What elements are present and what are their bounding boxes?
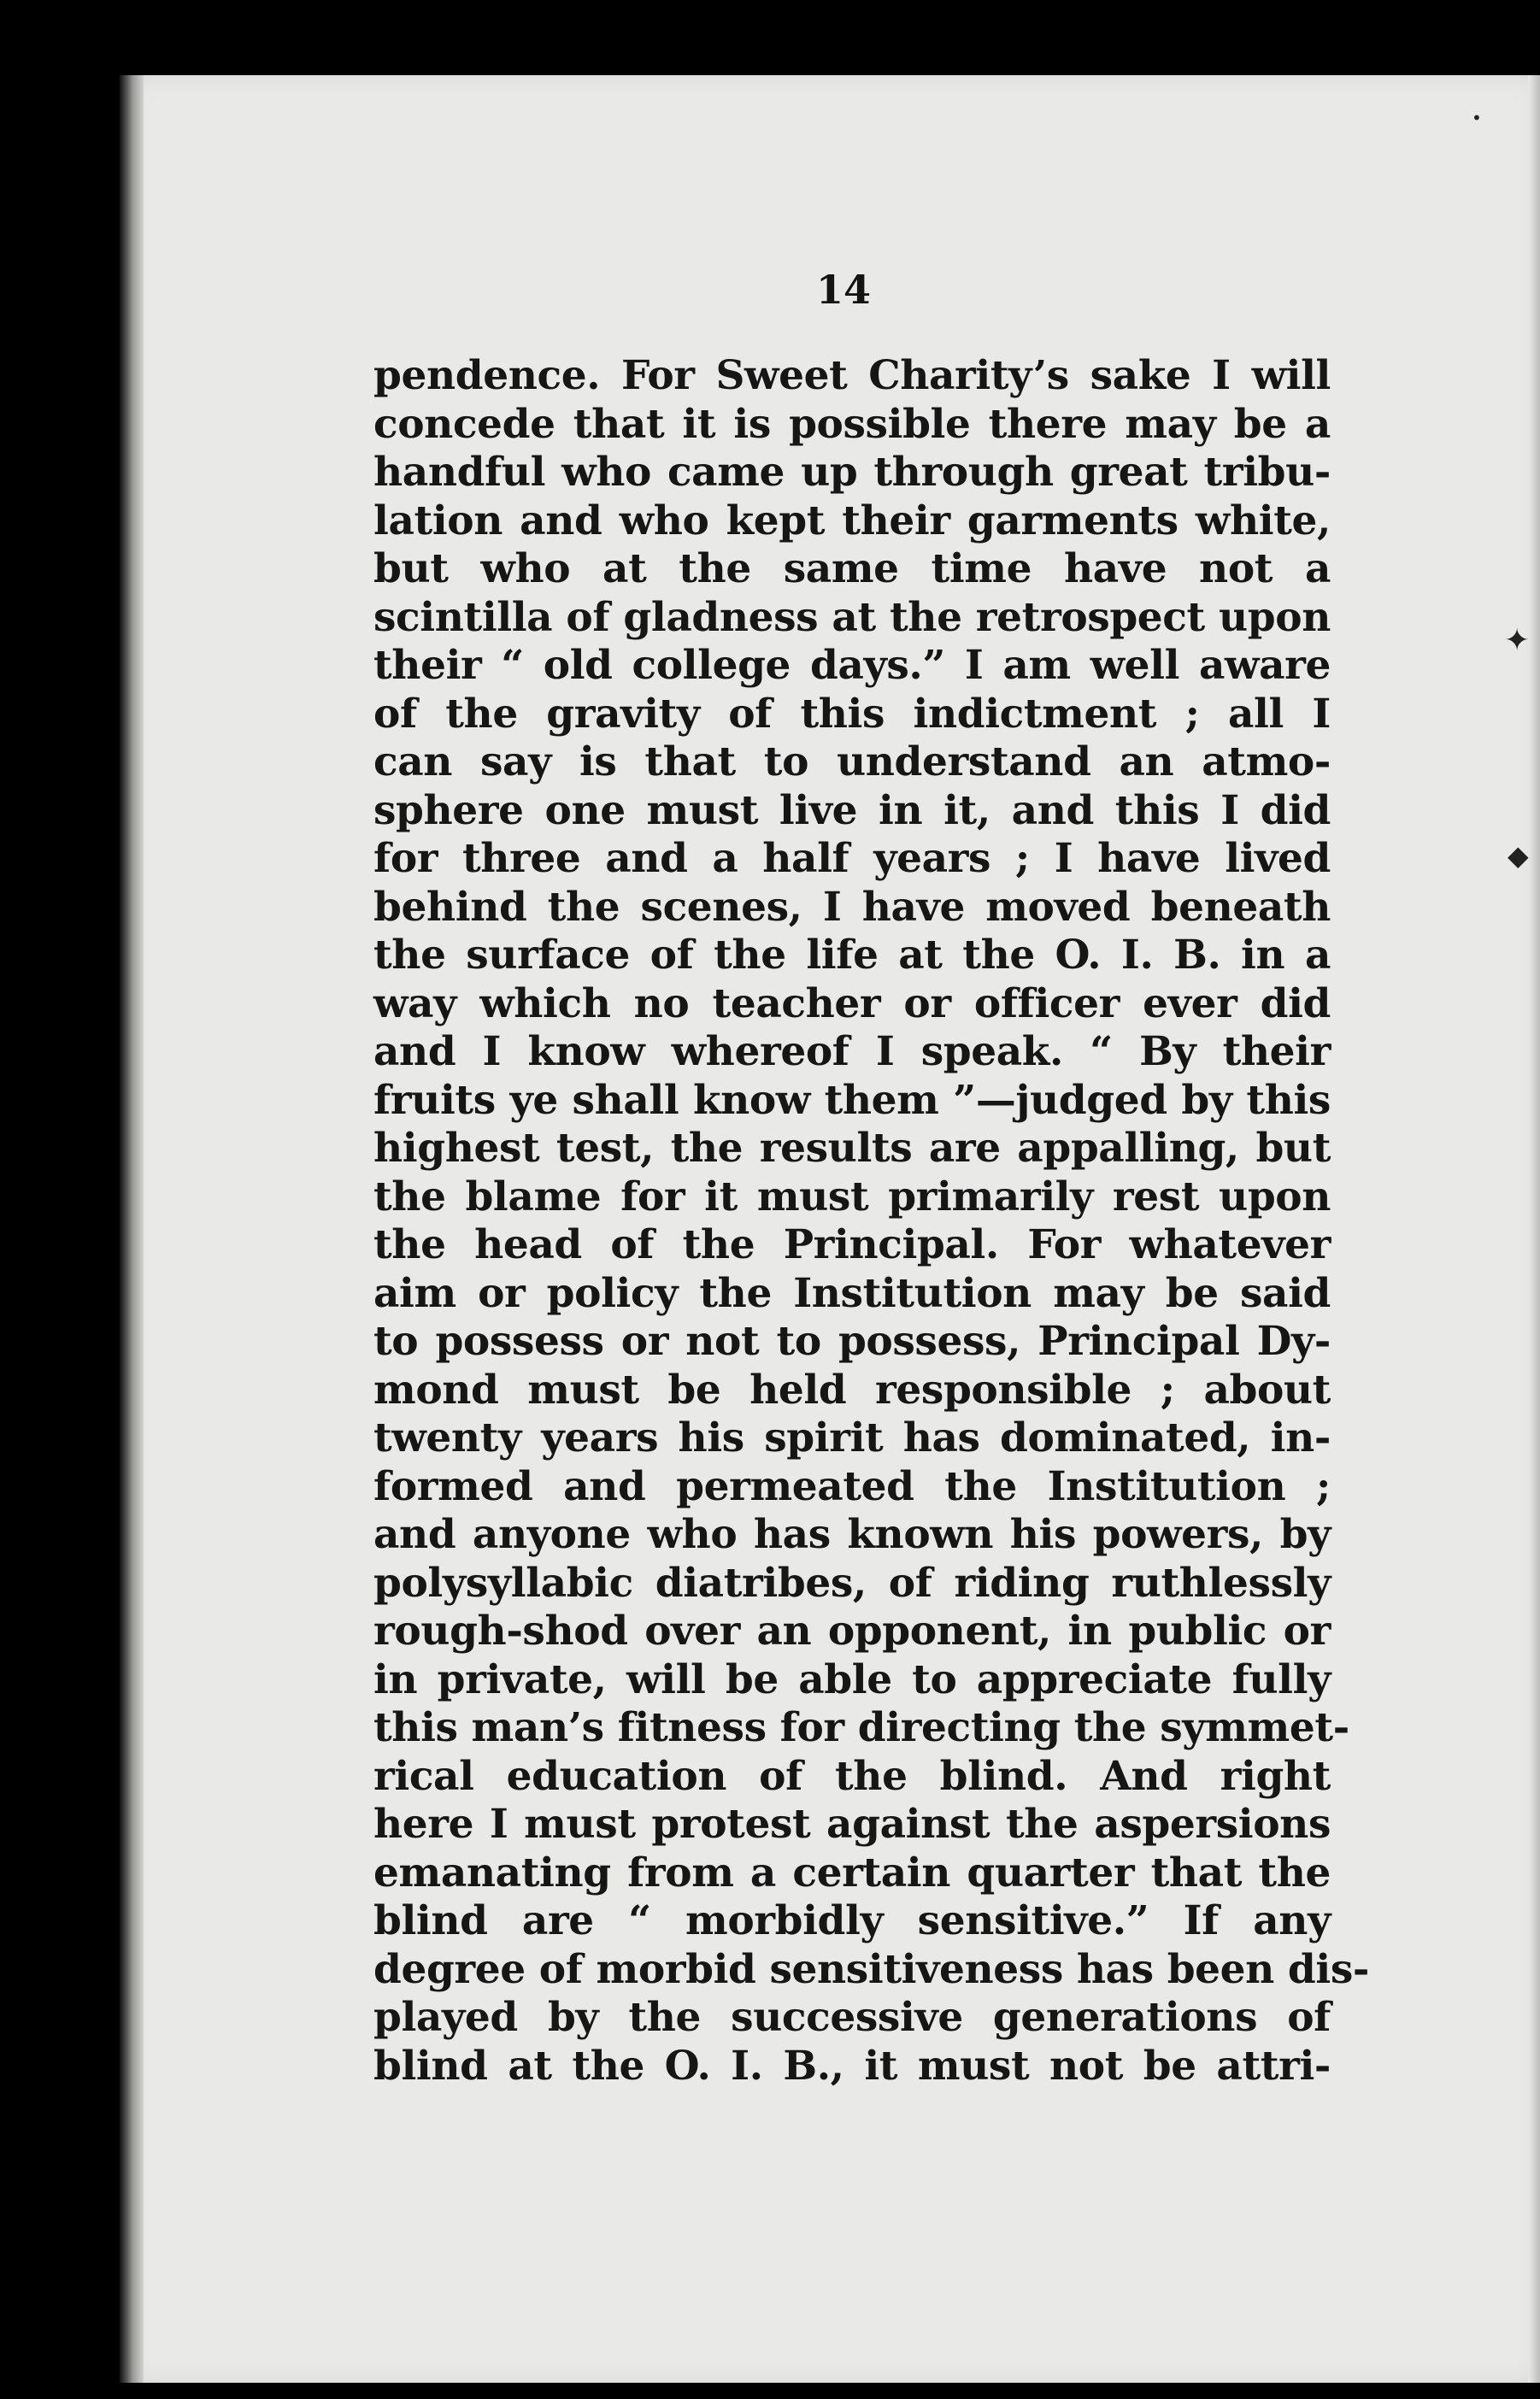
text-line: rough-shod over an opponent, in public or xyxy=(373,1608,1331,1655)
text-line: polysyllabic diatribes, of riding ruthlessly xyxy=(373,1559,1331,1607)
text-line: played by the successive generations of xyxy=(373,1994,1331,2041)
text-line: the blame for it must primarily rest upon xyxy=(373,1173,1331,1220)
text-line: handful who came up through great tribu- xyxy=(373,449,1331,496)
text-line: and I know whereof I speak. “ By their xyxy=(373,1028,1331,1075)
text-line: concede that it is possible there may be a xyxy=(373,400,1331,448)
text-line: pendence. For Sweet Charity’s sake I will xyxy=(373,352,1331,399)
text-line: highest test, the results are appalling, but xyxy=(373,1125,1331,1172)
text-line: their “ old college days.” I am well aware xyxy=(373,642,1331,689)
body-text xyxy=(373,352,1369,2090)
text-line: blind are “ morbidly sensitive.” If any xyxy=(373,1897,1331,1944)
text-line: and anyone who has known his powers, by xyxy=(373,1511,1331,1558)
margin-arrow-mark: ✦ xyxy=(1504,623,1531,658)
page-binding-edge xyxy=(120,75,144,2383)
text-line: rical education of the blind. And right xyxy=(373,1752,1331,1800)
text-line: scintilla of gladness at the retrospect upon xyxy=(373,593,1331,641)
page-right-edge xyxy=(1528,75,1540,2383)
text-line: way which no teacher or officer ever did xyxy=(373,979,1331,1027)
margin-diamond-mark: ◆ xyxy=(1508,839,1529,872)
margin-dot-mark: • xyxy=(1472,108,1482,128)
text-line: of the gravity of this indictment ; all I xyxy=(373,690,1331,738)
text-line: mond must be held responsible ; about xyxy=(373,1366,1331,1414)
text-line: the surface of the life at the O. I. B. in a xyxy=(373,932,1331,979)
text-line: blind at the O. I. B., it must not be attri- xyxy=(373,2042,1331,2090)
text-line: aim or policy the Institution may be said xyxy=(373,1269,1331,1317)
text-line: twenty years his spirit has dominated, in- xyxy=(373,1414,1331,1461)
text-line: this man’s fitness for directing the symmet- xyxy=(373,1704,1349,1751)
text-line: formed and permeated the Institution ; xyxy=(373,1462,1331,1510)
text-line: here I must protest against the aspersions xyxy=(373,1801,1331,1848)
text-line: the head of the Principal. For whatever xyxy=(373,1221,1331,1268)
text-line: degree of morbid sensitiveness has been dis- xyxy=(373,1945,1369,1993)
text-line: sphere one must live in it, and this I did xyxy=(373,786,1331,834)
text-line: can say is that to understand an atmo- xyxy=(373,738,1331,785)
page-number: 14 xyxy=(816,267,872,313)
text-line: to possess or not to possess, Principal Dy- xyxy=(373,1318,1331,1365)
text-line: for three and a half years ; I have lived xyxy=(373,835,1331,882)
text-line: lation and who kept their garments white, xyxy=(373,497,1331,544)
text-line: in private, will be able to appreciate fully xyxy=(373,1655,1331,1703)
text-line: but who at the same time have not a xyxy=(373,545,1331,592)
text-line: fruits ye shall know them ”—judged by this xyxy=(373,1076,1331,1124)
text-line: emanating from a certain quarter that the xyxy=(373,1849,1331,1896)
text-line: behind the scenes, I have moved beneath xyxy=(373,883,1331,931)
